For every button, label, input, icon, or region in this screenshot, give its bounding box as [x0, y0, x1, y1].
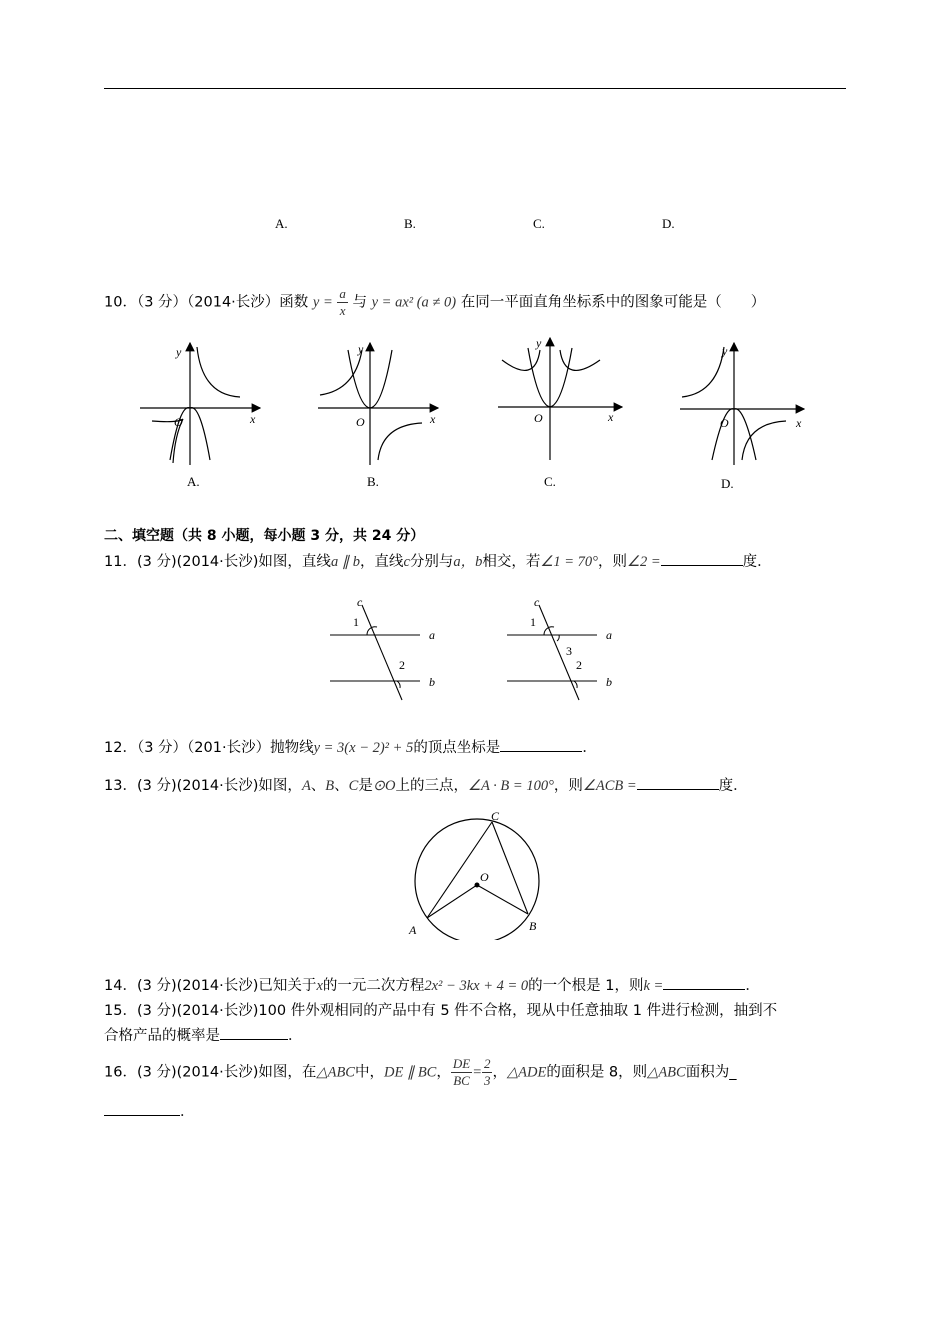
q16-prefix: 16．(3 分)(2014·长沙)如图，在 — [104, 1064, 317, 1081]
q16-text: ， — [436, 1064, 451, 1081]
q16-text: 面积为_ — [685, 1064, 737, 1081]
q13-math: ∠ACB = — [582, 778, 637, 794]
q13-circle-figure — [400, 805, 560, 940]
q13-text: ，则 — [553, 778, 583, 794]
label-a: a — [429, 628, 435, 642]
q11-figure-1 — [325, 595, 445, 705]
circle-o — [415, 819, 539, 940]
angle-3-arc — [557, 635, 559, 641]
q15-end: ． — [288, 1028, 303, 1044]
label-3: 3 — [566, 644, 572, 658]
q14-math: k = — [643, 978, 664, 994]
q10-func2: y = ax² (a ≠ 0) — [371, 294, 457, 311]
label-c: c — [534, 595, 540, 609]
q12-math: y = 3(x − 2)² + 5 — [313, 740, 414, 756]
y-label: y — [536, 336, 542, 350]
x-label: x — [430, 412, 436, 426]
q16-math: DE ∥ BC — [383, 1064, 437, 1081]
center-point — [475, 883, 480, 888]
q16-text: ， — [492, 1064, 507, 1081]
label-b: B — [529, 919, 537, 933]
q14-text: 的一元二次方程 — [322, 978, 425, 994]
question-15-line-1: 15．(3 分)(2014·长沙)100 件外观相同的产品中有 5 件不合格，现从中任意抽取 1 件进行检测，抽到不 — [104, 1003, 778, 1019]
q11-text: 相交，若 — [482, 554, 541, 570]
q11-figure-2 — [502, 595, 622, 705]
x-label: x — [796, 416, 802, 430]
question-16-line-2 — [104, 1100, 195, 1121]
q11-math: ∠2 = — [626, 554, 661, 570]
q10-suffix: 在同一平面直角坐标系中的图象可能是（ ） — [456, 294, 766, 311]
q15-text: 合格产品的概率是 — [104, 1028, 220, 1044]
angle-2-arc — [397, 681, 400, 688]
q9-option-b: B. — [404, 216, 416, 231]
label-2: 2 — [576, 658, 582, 672]
q16-math: △ADE — [506, 1064, 547, 1081]
q12-prefix: 12．（3 分）（201·长沙）抛物线 — [104, 740, 314, 756]
label-b: b — [429, 675, 435, 689]
q10-graph-a-label: A. — [187, 474, 200, 489]
q14-answer-blank[interactable] — [663, 975, 745, 990]
y-label: y — [176, 345, 182, 359]
q9-option-d: D. — [662, 216, 675, 231]
q16-fraction-2 — [482, 1056, 493, 1089]
origin-label: O — [534, 411, 543, 425]
q16-frac2-den: 3 — [483, 1073, 491, 1088]
line-c — [539, 605, 579, 700]
q16-math: △ABC — [647, 1064, 686, 1081]
label-a: a — [606, 628, 612, 642]
q11-answer-blank[interactable] — [661, 551, 743, 566]
q10-mid: 与 — [347, 294, 372, 311]
q15-answer-blank[interactable] — [220, 1025, 288, 1040]
label-c: c — [357, 595, 363, 609]
q16-frac2-num: 2 — [483, 1056, 491, 1071]
question-11 — [104, 550, 772, 571]
origin-label: O — [720, 416, 729, 430]
q13-text: 、 — [334, 778, 349, 794]
label-c: C — [491, 809, 500, 823]
q11-math: ∠1 = 70° — [540, 554, 598, 570]
q16-answer-blank[interactable] — [104, 1101, 180, 1116]
question-14 — [104, 974, 760, 995]
label-a: A — [409, 923, 417, 937]
q13-math: C — [348, 778, 359, 794]
section-2-heading: 二、填空题（共 8 小题，每小题 3 分，共 24 分） — [104, 528, 425, 544]
q16-frac-den: BC — [453, 1073, 470, 1088]
q13-math: ∠A · B = 100° — [467, 778, 554, 794]
q14-math: 2x² − 3kx + 4 = 0 — [424, 978, 529, 994]
hyperbola-branch — [197, 347, 240, 397]
label-1: 1 — [530, 615, 536, 629]
y-label: y — [722, 344, 728, 358]
q11-prefix: 11．(3 分)(2014·长沙)如图，直线 — [104, 554, 331, 570]
q16-math: △ABC — [316, 1064, 355, 1081]
q10-graph-d — [672, 335, 812, 470]
q13-math: B — [325, 778, 335, 794]
q14-text: 的一个根是 1，则 — [528, 978, 644, 994]
q10-graph-b-label: B. — [367, 474, 379, 489]
header-rule — [104, 88, 846, 89]
q14-math: x — [316, 978, 323, 994]
hyperbola-branch — [320, 350, 362, 395]
q10-frac-den: x — [339, 303, 346, 318]
y-label: y — [358, 342, 364, 356]
label-o: O — [480, 870, 489, 884]
q13-text: 上的三点， — [395, 778, 468, 794]
question-16 — [104, 1056, 736, 1089]
q16-eq: = — [472, 1064, 482, 1081]
q16-frac-num: DE — [452, 1056, 471, 1071]
q13-text: 度． — [718, 778, 748, 794]
q10-graph-c-label: C. — [544, 474, 556, 489]
x-label: x — [608, 410, 614, 424]
q11-text: ，则 — [597, 554, 627, 570]
origin-label: O — [174, 415, 183, 429]
q16-text: 的面积是 8，则 — [546, 1064, 648, 1081]
q12-suffix: 的顶点坐标是 — [413, 740, 501, 756]
q9-option-c: C. — [533, 216, 545, 231]
line-c — [362, 605, 402, 700]
segment-ob — [477, 885, 528, 914]
hyperbola-branch — [502, 350, 540, 370]
segment-oa — [427, 885, 477, 918]
q10-graph-b — [310, 335, 450, 470]
label-2: 2 — [399, 658, 405, 672]
q13-math: A — [301, 778, 311, 794]
q16-text: 中， — [354, 1064, 384, 1081]
q11-text: 度． — [742, 554, 772, 570]
q14-end: ． — [745, 978, 760, 994]
q11-text: ，直线 — [359, 554, 404, 570]
q12-end: ． — [582, 740, 597, 756]
q13-text: 、 — [310, 778, 326, 794]
hyperbola-branch — [682, 347, 724, 397]
q11-math: a，b — [453, 554, 483, 570]
q10-prefix: 10．（3 分）（2014·长沙）函数 — [104, 294, 313, 311]
q9-option-a: A. — [275, 216, 288, 231]
hyperbola-branch — [742, 421, 786, 460]
q13-answer-blank[interactable] — [637, 775, 719, 790]
q13-math: ⊙O — [372, 778, 396, 794]
q16-end: ． — [180, 1104, 195, 1120]
label-b: b — [606, 675, 612, 689]
q13-prefix: 13．(3 分)(2014·长沙)如图， — [104, 778, 302, 794]
q16-fraction — [451, 1056, 472, 1089]
label-1: 1 — [353, 615, 359, 629]
q10-graph-d-label: D. — [721, 476, 734, 491]
question-13 — [104, 774, 748, 795]
q14-prefix: 14．(3 分)(2014·长沙)已知关于 — [104, 978, 317, 994]
hyperbola-branch — [560, 350, 600, 370]
q12-answer-blank[interactable] — [500, 737, 582, 752]
q10-fraction — [337, 286, 348, 319]
origin-label: O — [356, 415, 365, 429]
x-label: x — [250, 412, 256, 426]
question-10 — [104, 286, 765, 319]
segment-cb — [492, 822, 528, 914]
q11-math: c — [403, 554, 410, 570]
q11-text: 分别与 — [409, 554, 454, 570]
question-15-line-2 — [104, 1024, 303, 1045]
q10-graph-c — [490, 330, 630, 465]
q10-graph-a — [130, 335, 270, 470]
angle-2-arc — [574, 681, 577, 688]
q10-frac-num: a — [339, 286, 346, 301]
q13-text: 是 — [358, 778, 373, 794]
hyperbola-branch — [378, 423, 422, 460]
q10-func1-y: y = — [312, 294, 333, 311]
q11-math: a ∥ b — [330, 554, 360, 570]
question-12 — [104, 736, 597, 757]
